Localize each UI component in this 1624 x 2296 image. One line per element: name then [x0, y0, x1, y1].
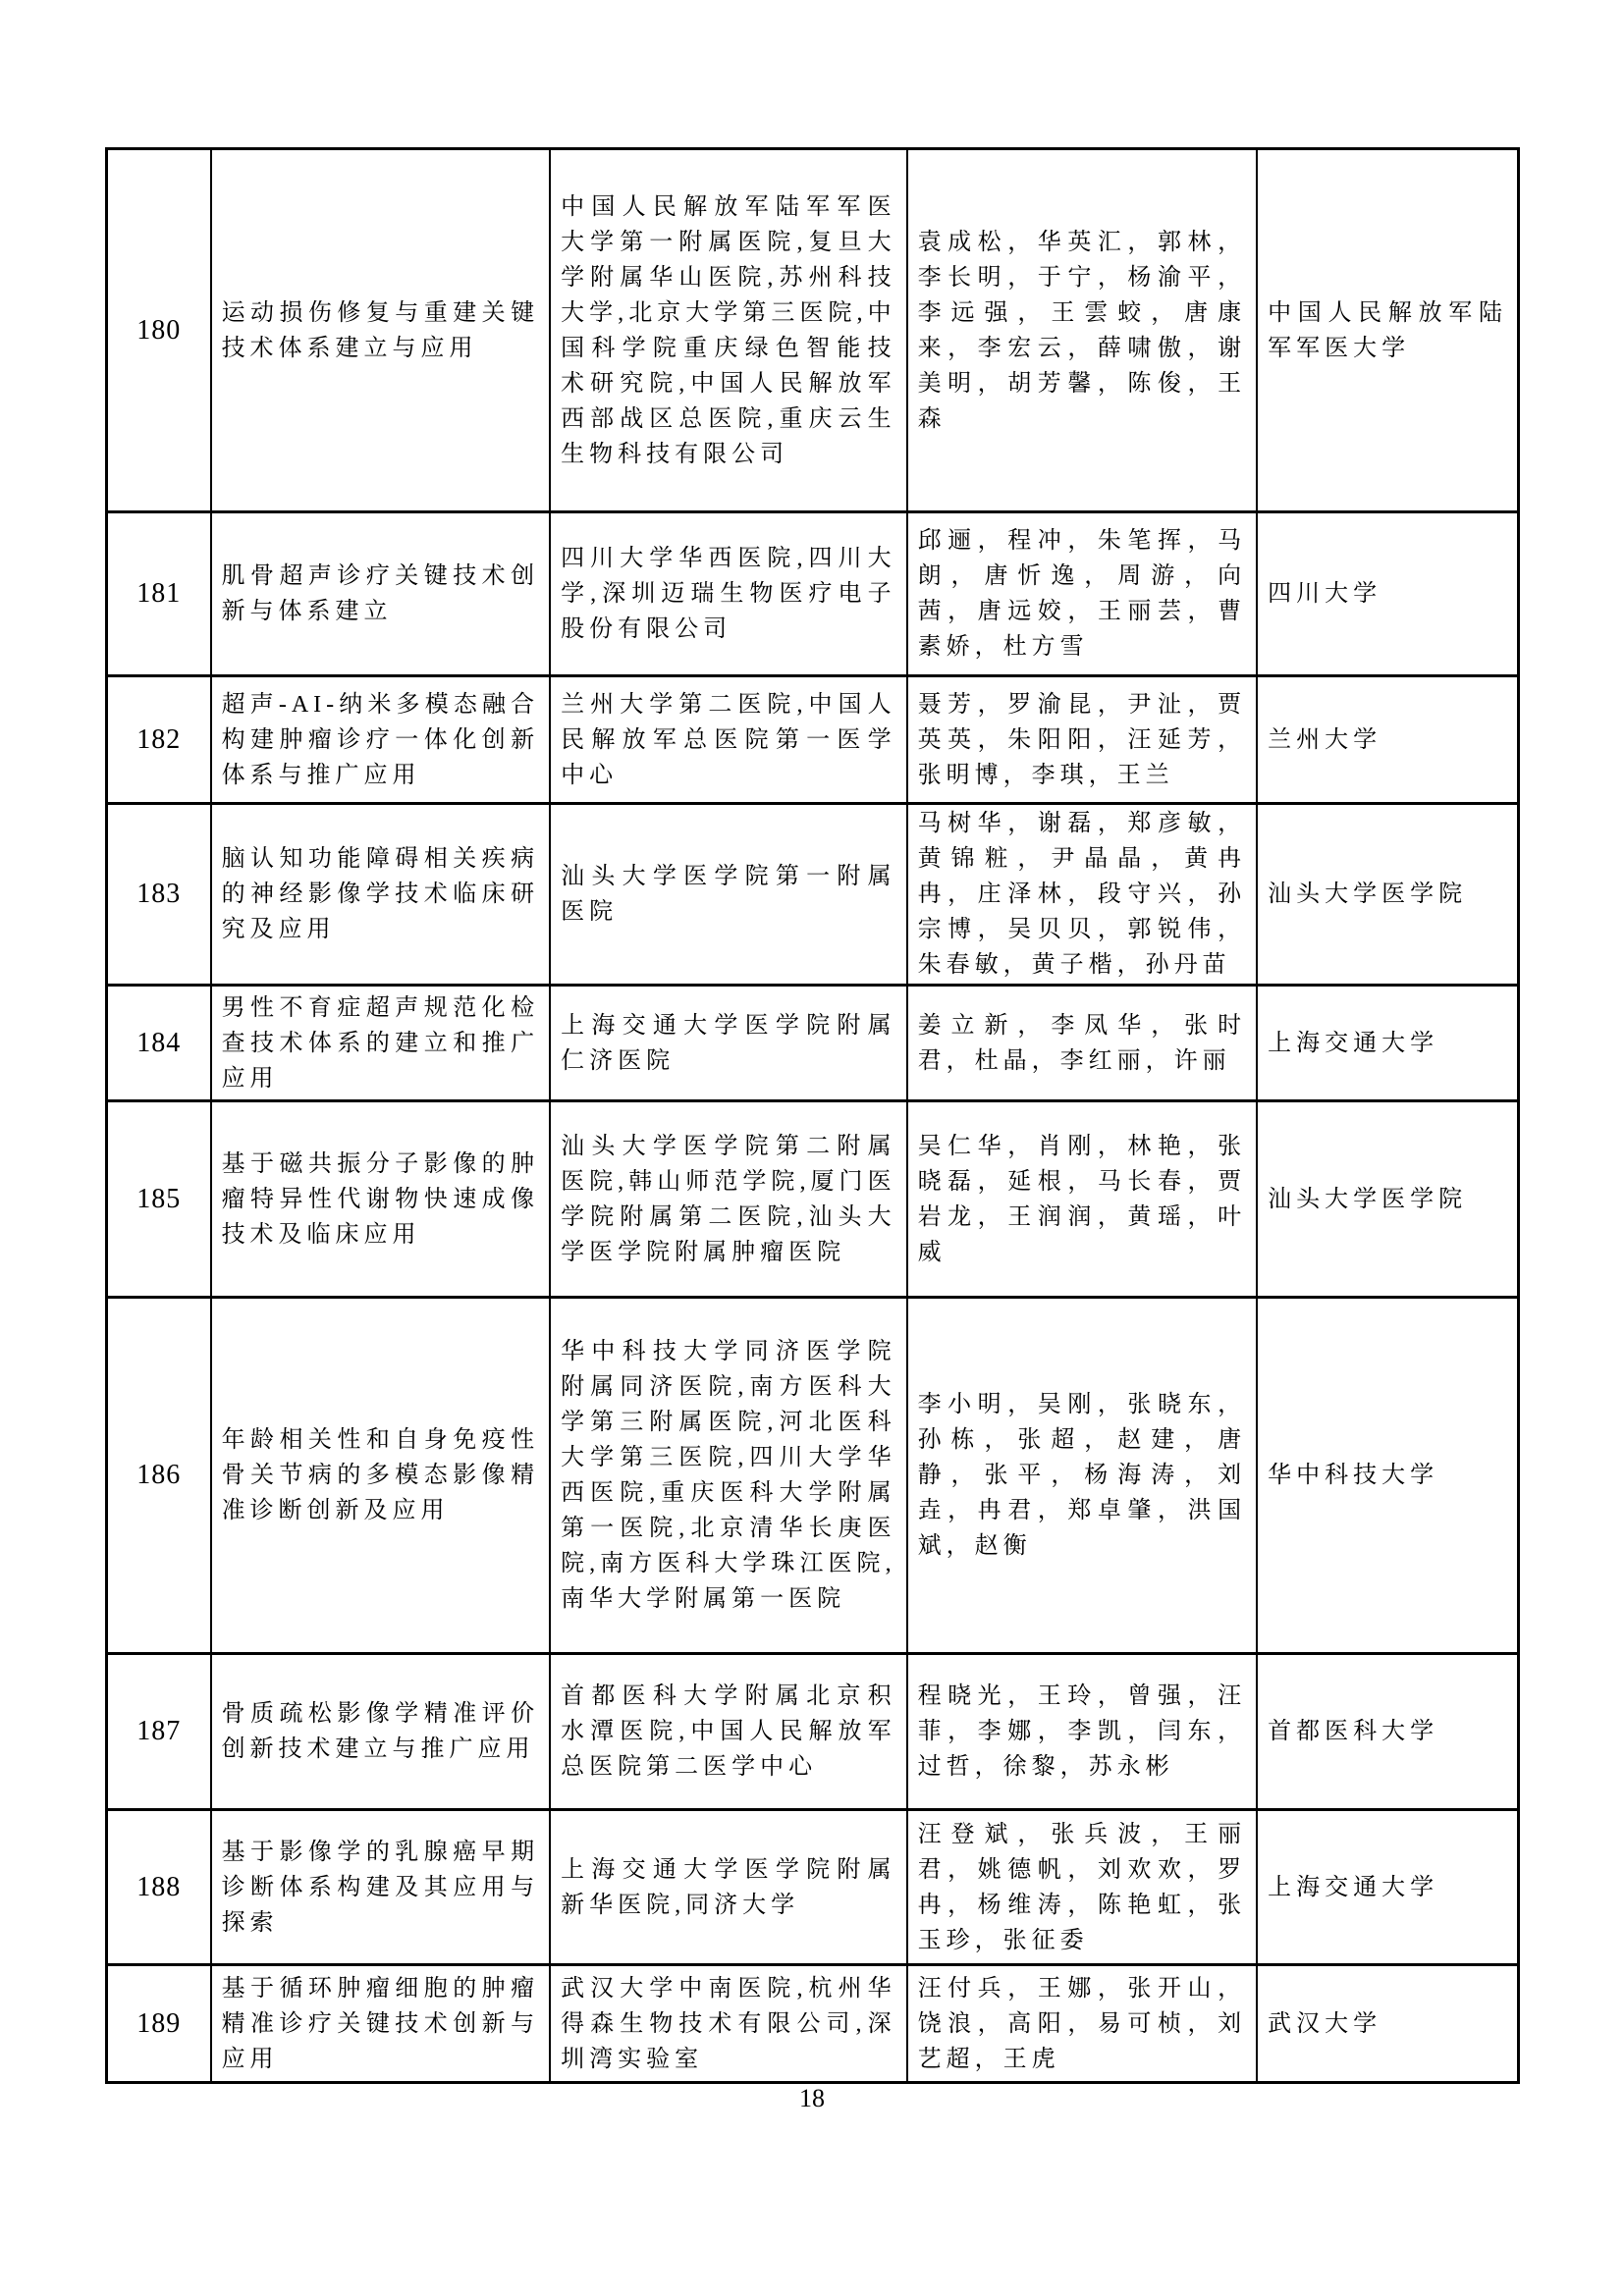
project-cell: [212, 1299, 552, 1652]
row-number-cell: [108, 987, 212, 1099]
project-title: 基于磁共振分子影像的肿瘤特异性代谢物快速成像技术及临床应用: [221, 1150, 540, 1248]
organizations-list: 四川大学华西医院,四川大学,深圳迈瑞生物医疗电子股份有限公司: [561, 546, 896, 642]
awards-table: [105, 147, 1520, 2084]
project-cell: [212, 805, 552, 984]
nominator-name: 华中科技大学: [1268, 1463, 1439, 1488]
contributors-list: 程晓光，王玲，曾强，汪菲，李娜，李凯，闫东，过哲，徐黎，苏永彬: [917, 1683, 1247, 1780]
nominator-cell: [1258, 150, 1517, 510]
project-cell: [212, 1966, 552, 2081]
organizations-cell: [551, 805, 907, 984]
contributors-cell: [908, 513, 1259, 674]
organizations-list: 上海交通大学医学院附属新华医院,同济大学: [561, 1856, 896, 1918]
nominator-name: 武汉大学: [1268, 2010, 1382, 2037]
nominator-cell: [1258, 1966, 1517, 2081]
contributors-cell: [908, 150, 1259, 510]
contributors-list: 汪付兵，王娜，张开山，饶浪，高阳，易可桢，刘艺超，王虎: [917, 1975, 1247, 2072]
project-cell: [212, 987, 552, 1099]
row-number: 182: [136, 723, 182, 755]
row-number: 181: [136, 578, 182, 609]
organizations-list: 武汉大学中南医院,杭州华得森生物技术有限公司,深圳湾实验室: [561, 1975, 896, 2072]
contributors-list: 马树华，谢磊，郑彦敏，黄锦粧，尹晶晶，黄冉冉，庄泽林，段守兴，孙宗博，吴贝贝，郭锐伟，朱春敏，黄子楷，孙丹苗: [917, 811, 1247, 978]
organizations-list: 上海交通大学医学院附属仁济医院: [561, 1012, 896, 1074]
row-number-cell: [108, 1966, 212, 2081]
contributors-list: 汪登斌，张兵波，王丽君，姚德帆，刘欢欢，罗冉，杨维涛，陈艳虹，张玉珍，张征委: [917, 1821, 1247, 1953]
nominator-cell: [1258, 987, 1517, 1099]
project-cell: [212, 1811, 552, 1963]
project-title: 运动损伤修复与重建关键技术体系建立与应用: [221, 299, 540, 361]
project-title: 骨质疏松影像学精准评价创新技术建立与推广应用: [221, 1701, 540, 1762]
organizations-cell: [551, 1655, 907, 1808]
contributors-cell: [908, 1102, 1259, 1296]
project-title: 年龄相关性和自身免疫性骨关节病的多模态影像精准诊断创新及应用: [221, 1427, 540, 1523]
project-title: 男性不育症超声规范化检查技术体系的建立和推广应用: [221, 994, 540, 1092]
table-row: [108, 1966, 1517, 2084]
table-row: [108, 805, 1517, 987]
nominator-name: 兰州大学: [1268, 726, 1382, 753]
contributors-cell: [908, 1966, 1259, 2081]
table-row: [108, 150, 1517, 513]
nominator-cell: [1258, 1102, 1517, 1296]
nominator-name: 上海交通大学: [1268, 1874, 1439, 1900]
row-number: 189: [136, 2007, 182, 2039]
organizations-cell: [551, 1102, 907, 1296]
table-row: [108, 1102, 1517, 1299]
contributors-cell: [908, 1299, 1259, 1652]
row-number: 185: [136, 1183, 182, 1214]
row-number: 186: [136, 1460, 182, 1490]
contributors-list: 李小明，吴刚，张晓东，孙栋，张超，赵建，唐静，张平，杨海涛，刘垚，冉君，郑卓肇，洪国斌，赵衡: [917, 1392, 1247, 1559]
page-number: 18: [799, 2084, 825, 2112]
contributors-list: 邱逦，程冲，朱笔挥，马朗，唐忻逸，周游，向茜，唐远姣，王丽芸，曹素娇，杜方雪: [917, 528, 1247, 660]
organizations-list: 汕头大学医学院第二附属医院,韩山师范学院,厦门医学院附属第二医院,汕头大学医学院附属肿瘤医院: [561, 1133, 896, 1265]
project-title: 脑认知功能障碍相关疾病的神经影像学技术临床研究及应用: [221, 846, 540, 942]
project-cell: [212, 1102, 552, 1296]
row-number-cell: [108, 1811, 212, 1963]
table-row: [108, 987, 1517, 1102]
nominator-name: 汕头大学医学院: [1268, 881, 1468, 907]
contributors-cell: [908, 1655, 1259, 1808]
contributors-cell: [908, 1811, 1259, 1963]
organizations-cell: [551, 513, 907, 674]
contributors-cell: [908, 987, 1259, 1099]
row-number-cell: [108, 1655, 212, 1808]
row-number: 187: [136, 1716, 182, 1746]
table-row: [108, 1655, 1517, 1811]
project-title: 基于循环肿瘤细胞的肿瘤精准诊疗关键技术创新与应用: [221, 1975, 540, 2072]
project-cell: [212, 1655, 552, 1808]
row-number-cell: [108, 513, 212, 674]
nominator-cell: [1258, 1811, 1517, 1963]
table-row: [108, 513, 1517, 677]
contributors-list: 聂芳，罗渝昆，尹沚，贾英英，朱阳阳，汪延芳，张明博，李琪，王兰: [917, 691, 1247, 788]
row-number: 184: [136, 1027, 182, 1058]
table-row: [108, 677, 1517, 805]
contributors-list: 姜立新，李凤华，张时君，杜晶，李红丽，许丽: [917, 1012, 1247, 1074]
organizations-cell: [551, 1966, 907, 2081]
organizations-list: 汕头大学医学院第一附属医院: [561, 864, 896, 925]
table-row: [108, 1299, 1517, 1655]
nominator-name: 四川大学: [1268, 581, 1382, 607]
contributors-cell: [908, 805, 1259, 984]
row-number-cell: [108, 677, 212, 802]
project-cell: [212, 677, 552, 802]
nominator-cell: [1258, 513, 1517, 674]
nominator-cell: [1258, 677, 1517, 802]
organizations-cell: [551, 1299, 907, 1652]
row-number-cell: [108, 1102, 212, 1296]
project-cell: [212, 150, 552, 510]
organizations-cell: [551, 987, 907, 1099]
nominator-cell: [1258, 1655, 1517, 1808]
row-number-cell: [108, 805, 212, 984]
nominator-cell: [1258, 1299, 1517, 1652]
organizations-list: 首都医科大学附属北京积水潭医院,中国人民解放军总医院第二医学中心: [561, 1683, 896, 1780]
contributors-list: 吴仁华，肖刚，林艳，张晓磊，延根，马长春，贾岩龙，王润润，黄瑶，叶威: [917, 1133, 1247, 1265]
organizations-list: 华中科技大学同济医学院附属同济医院,南方医科大学第三附属医院,河北医科大学第三医院,四川大学华西医院,重庆医科大学附属第一医院,北京清华长庚医院,南方医科大学珠江医院,南华大学附属第一医院: [561, 1339, 896, 1612]
row-number-cell: [108, 1299, 212, 1652]
nominator-name: 首都医科大学: [1268, 1719, 1439, 1744]
organizations-cell: [551, 677, 907, 802]
organizations-cell: [551, 1811, 907, 1963]
organizations-list: 中国人民解放军陆军军医大学第一附属医院,复旦大学附属华山医院,苏州科技大学,北京大学第三医院,中国科学院重庆绿色智能技术研究院,中国人民解放军西部战区总医院,重庆云生生物科技有限公司: [561, 193, 896, 467]
row-number-cell: [108, 150, 212, 510]
project-title: 超声-AI-纳米多模态融合构建肿瘤诊疗一体化创新体系与推广应用: [221, 691, 540, 788]
nominator-name: 上海交通大学: [1268, 1030, 1439, 1056]
table-row: [108, 1811, 1517, 1966]
row-number: 180: [136, 314, 182, 346]
organizations-cell: [551, 150, 907, 510]
row-number: 183: [136, 879, 182, 909]
organizations-list: 兰州大学第二医院,中国人民解放军总医院第一医学中心: [561, 691, 896, 788]
contributors-list: 袁成松，华英汇，郭林，李长明，于宁，杨渝平，李远强，王雲蛟，唐康来，李宏云，薛啸傲，谢美明，胡芳馨，陈俊，王森: [917, 229, 1247, 432]
contributors-cell: [908, 677, 1259, 802]
nominator-cell: [1258, 805, 1517, 984]
project-title: 肌骨超声诊疗关键技术创新与体系建立: [221, 563, 540, 624]
project-title: 基于影像学的乳腺癌早期诊断体系构建及其应用与探索: [221, 1839, 540, 1936]
row-number: 188: [136, 1871, 182, 1902]
nominator-name: 中国人民解放军陆军军医大学: [1268, 299, 1507, 361]
project-cell: [212, 513, 552, 674]
nominator-name: 汕头大学医学院: [1268, 1186, 1468, 1212]
